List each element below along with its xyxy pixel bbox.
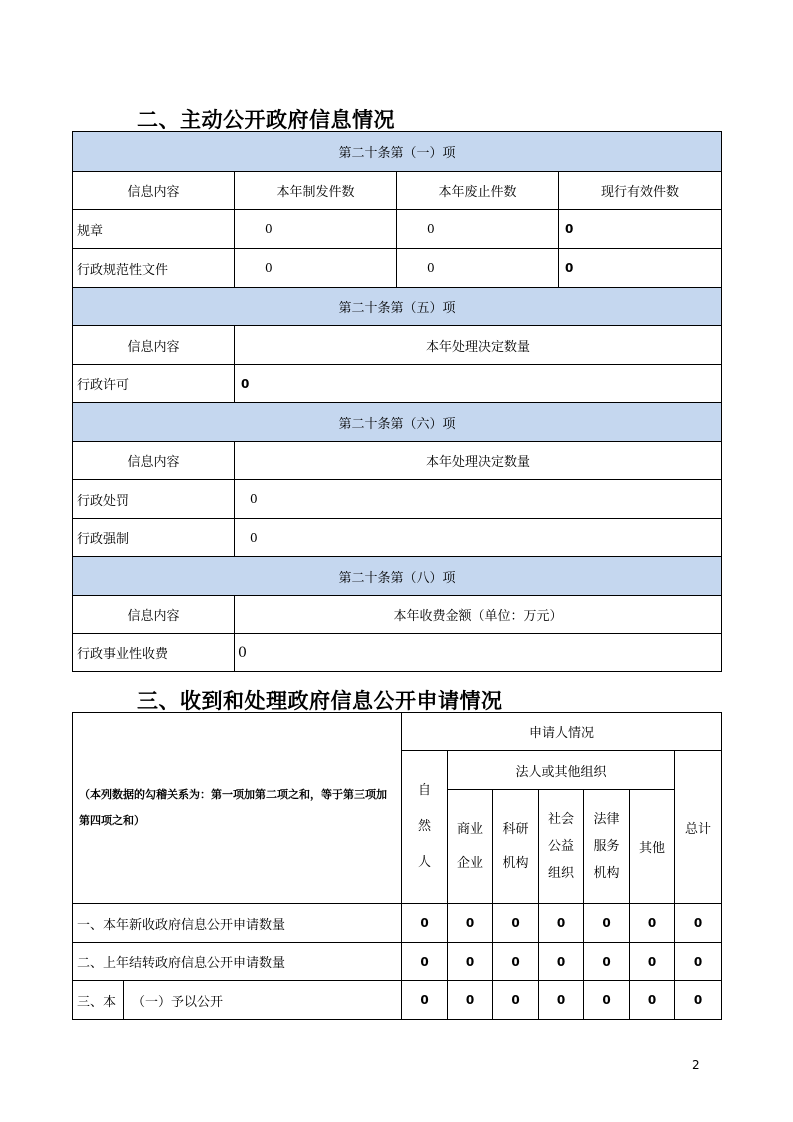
value-cell: 0: [493, 981, 539, 1020]
applicant-header: 申请人情况: [402, 713, 722, 751]
section3-title: 三、收到和处理政府信息公开申请情况: [137, 689, 503, 713]
art8-col-amount: 本年收费金额（单位：万元）: [235, 596, 722, 634]
art1-col-abolished: 本年废止件数: [397, 172, 559, 210]
art1-row-made: 0: [235, 249, 397, 288]
art1-row-name: 规章: [73, 210, 235, 249]
value-cell: 0: [402, 981, 448, 1020]
row-new-applications-label: 一、本年新收政府信息公开申请数量: [73, 904, 402, 943]
natural-person-header: 自然人: [402, 751, 448, 904]
value-cell: 0: [584, 981, 630, 1020]
value-cell: 0: [539, 943, 584, 981]
commercial-enterprise-header: 商业企业: [448, 790, 493, 904]
value-cell: 0: [448, 943, 493, 981]
public-welfare-org-header: 社会公益组织: [539, 790, 584, 904]
value-cell: 0: [630, 981, 675, 1020]
art1-row-abolished: 0: [397, 210, 559, 249]
art6-row-value: 0: [235, 519, 722, 557]
art8-row-value: 0: [235, 634, 722, 672]
row-disclosed-label: （一）予以公开: [124, 981, 402, 1020]
other-header: 其他: [630, 790, 675, 904]
art5-row-name: 行政许可: [73, 365, 235, 403]
art5-col-content: 信息内容: [73, 326, 235, 365]
row-carried-over-label: 二、上年结转政府信息公开申请数量: [73, 943, 402, 981]
value-cell: 0: [584, 943, 630, 981]
art6-header: 第二十条第（六）项: [73, 403, 722, 442]
value-cell: 0: [630, 904, 675, 943]
section2-title: 二、主动公开政府信息情况: [137, 108, 395, 132]
value-cell: 0: [448, 904, 493, 943]
art1-col-content: 信息内容: [73, 172, 235, 210]
value-cell: 0: [539, 904, 584, 943]
value-cell: 0: [675, 943, 722, 981]
value-cell: 0: [493, 904, 539, 943]
value-cell: 0: [493, 943, 539, 981]
art8-col-content: 信息内容: [73, 596, 235, 634]
art1-row-abolished: 0: [397, 249, 559, 288]
art6-row-name: 行政处罚: [73, 480, 235, 519]
value-cell: 0: [584, 904, 630, 943]
art5-header: 第二十条第（五）项: [73, 288, 722, 326]
total-header: 总计: [675, 751, 722, 904]
legal-service-org-header: 法律服务机构: [584, 790, 630, 904]
value-cell: 0: [402, 943, 448, 981]
value-cell: 0: [630, 943, 675, 981]
consistency-note: （本列数据的勾稽关系为：第一项加第二项之和，等于第三项加第四项之和）: [73, 713, 402, 904]
art1-row-name: 行政规范性文件: [73, 249, 235, 288]
art6-row-name: 行政强制: [73, 519, 235, 557]
art1-row-valid: 0: [559, 210, 722, 249]
research-institution-header: 科研机构: [493, 790, 539, 904]
art6-col-content: 信息内容: [73, 442, 235, 480]
value-cell: 0: [675, 904, 722, 943]
art5-col-count: 本年处理决定数量: [235, 326, 722, 365]
art8-row-name: 行政事业性收费: [73, 634, 235, 672]
art6-col-count: 本年处理决定数量: [235, 442, 722, 480]
value-cell: 0: [539, 981, 584, 1020]
legal-person-header: 法人或其他组织: [448, 751, 675, 790]
art1-col-made: 本年制发件数: [235, 172, 397, 210]
application-table: [72, 712, 722, 1020]
art1-row-made: 0: [235, 210, 397, 249]
row-handled-label: 三、本: [73, 981, 124, 1020]
value-cell: 0: [448, 981, 493, 1020]
page-number: 2: [692, 1058, 700, 1072]
art1-col-valid: 现行有效件数: [559, 172, 722, 210]
value-cell: 0: [402, 904, 448, 943]
art1-row-valid: 0: [559, 249, 722, 288]
value-cell: 0: [675, 981, 722, 1020]
art1-header: 第二十条第（一）项: [73, 132, 722, 172]
proactive-disclosure-table: [72, 131, 722, 672]
art8-header: 第二十条第（八）项: [73, 557, 722, 596]
art5-row-value: 0: [235, 365, 722, 403]
art6-row-value: 0: [235, 480, 722, 519]
